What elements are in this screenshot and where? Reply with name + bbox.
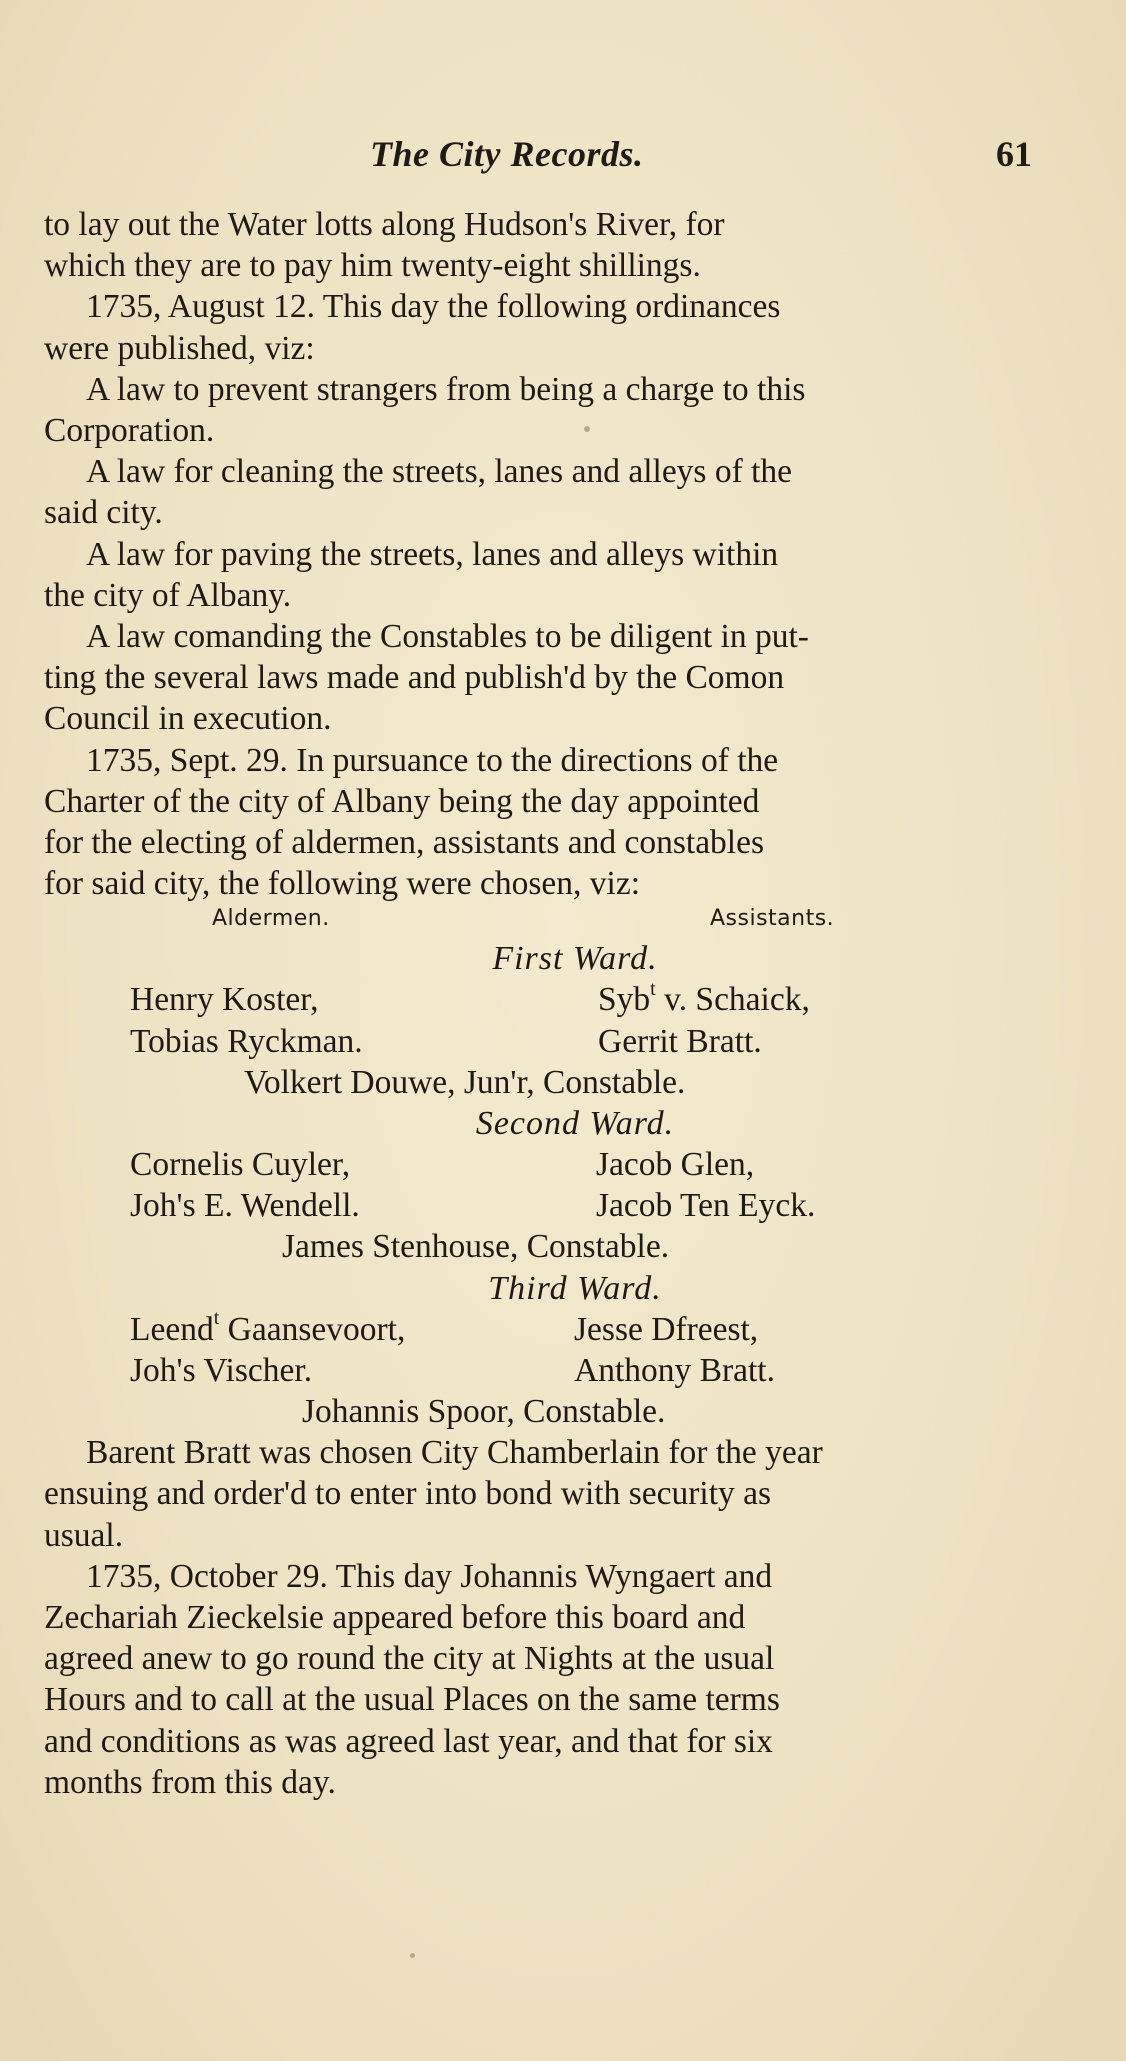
assistant-name: Jacob Glen, xyxy=(596,1146,755,1184)
ward-row xyxy=(44,1309,1034,1350)
text-line: to lay out the Water lotts along Hudson's River, for xyxy=(44,206,725,243)
name-part: Syb xyxy=(598,981,651,1019)
alderman-name: Tobias Ryckman. xyxy=(130,1022,363,1060)
superscript: t xyxy=(213,1307,220,1330)
constable-name: James Stenhouse, Constable. xyxy=(282,1228,670,1266)
text-line: for said city, the following were chosen, viz: xyxy=(44,865,640,903)
paragraph-night-watch xyxy=(44,1556,1034,1803)
text-line: 1735, October 29. This day Johannis Wyngaert and xyxy=(86,1557,773,1595)
text-line: Barent Bratt was chosen City Chamberlain for the year xyxy=(86,1434,823,1472)
aldermen-heading: Aldermen. xyxy=(212,906,330,932)
election-column-headings xyxy=(44,904,1034,938)
text-line: A law for cleaning the streets, lanes and alleys of the xyxy=(86,453,793,491)
paragraph-ordinances-intro xyxy=(44,286,1034,368)
alderman-name: Henry Koster, xyxy=(130,981,319,1019)
paragraph-law-cleaning xyxy=(44,451,1034,533)
constable-line xyxy=(44,1226,1034,1267)
paragraph-election xyxy=(44,740,1034,905)
text-line: 1735, Sept. 29. In pursuance to the directions of the xyxy=(86,741,779,779)
text-line: Council in execution. xyxy=(44,700,332,738)
name-part: Gaansevoort, xyxy=(219,1310,406,1348)
text-line: usual. xyxy=(44,1516,124,1554)
constable-name: Johannis Spoor, Constable. xyxy=(302,1392,666,1430)
text-line: said city. xyxy=(44,494,163,532)
page-number: 61 xyxy=(996,134,1032,174)
paragraph-law-paving xyxy=(44,534,1034,616)
assistant-name: Gerrit Bratt. xyxy=(598,1022,762,1060)
paragraph-continuation xyxy=(44,204,1034,286)
assistant-name xyxy=(598,979,810,1020)
text-line: A law comanding the Constables to be diligent in put- xyxy=(86,618,809,656)
text-line: and conditions as was agreed last year, and that for six xyxy=(44,1722,773,1760)
alderman-name: Joh's E. Wendell. xyxy=(130,1187,360,1225)
text-line: A law for paving the streets, lanes and alleys within xyxy=(86,535,779,573)
text-line: the city of Albany. xyxy=(44,576,292,614)
superscript: t xyxy=(650,978,656,1001)
constable-name: Volkert Douwe, Jun'r, Constable. xyxy=(244,1063,686,1101)
paper-speck xyxy=(584,426,590,432)
paragraph-law-strangers xyxy=(44,369,1034,451)
ward-row xyxy=(44,1350,1034,1391)
ward-row xyxy=(44,1021,1034,1062)
ward-title-third: Third Ward. xyxy=(488,1269,662,1307)
paragraph-law-constables xyxy=(44,616,1034,740)
text-line: Charter of the city of Albany being the day appointed xyxy=(44,782,760,820)
alderman-name: Cornelis Cuyler, xyxy=(130,1146,351,1184)
text-line: Corporation. xyxy=(44,412,215,450)
ward-row xyxy=(44,1185,1034,1226)
alderman-name xyxy=(130,1309,405,1350)
ward-title-first: First Ward. xyxy=(492,940,658,978)
assistant-name: Jacob Ten Eyck. xyxy=(596,1187,816,1225)
constable-line xyxy=(44,1062,1034,1103)
name-part: Leend xyxy=(130,1310,214,1348)
ward-row xyxy=(44,979,1034,1020)
page-header xyxy=(0,133,1126,183)
text-line: were published, viz: xyxy=(44,329,315,367)
text-line: for the electing of aldermen, assistants and constables xyxy=(44,824,765,862)
page-body xyxy=(44,204,1034,1803)
ward-title-second: Second Ward. xyxy=(475,1105,675,1143)
name-part: v. Schaick, xyxy=(655,981,810,1019)
assistants-heading: Assistants. xyxy=(710,906,835,932)
alderman-name: Joh's Vischer. xyxy=(130,1351,313,1389)
ward-row xyxy=(44,1144,1034,1185)
text-line: which they are to pay him twenty-eight shillings. xyxy=(44,247,701,285)
running-title: The City Records. xyxy=(370,134,644,174)
text-line: ting the several laws made and publish'd by the Comon xyxy=(44,659,785,697)
paper-speck xyxy=(410,1953,415,1958)
text-line: months from this day. xyxy=(44,1763,336,1801)
assistant-name: Anthony Bratt. xyxy=(574,1351,775,1389)
text-line: A law to prevent strangers from being a charge to this xyxy=(86,370,806,408)
text-line: 1735, August 12. This day the following ordinances xyxy=(86,288,781,326)
text-line: Hours and to call at the usual Places on the same terms xyxy=(44,1681,780,1719)
text-line: ensuing and order'd to enter into bond with security as xyxy=(44,1475,772,1513)
paragraph-chamberlain xyxy=(44,1432,1034,1556)
text-line: agreed anew to go round the city at Nights at the usual xyxy=(44,1640,775,1678)
constable-line xyxy=(44,1391,1034,1432)
text-line: Zechariah Zieckelsie appeared before this board and xyxy=(44,1598,746,1636)
assistant-name: Jesse Dfreest, xyxy=(574,1310,759,1348)
